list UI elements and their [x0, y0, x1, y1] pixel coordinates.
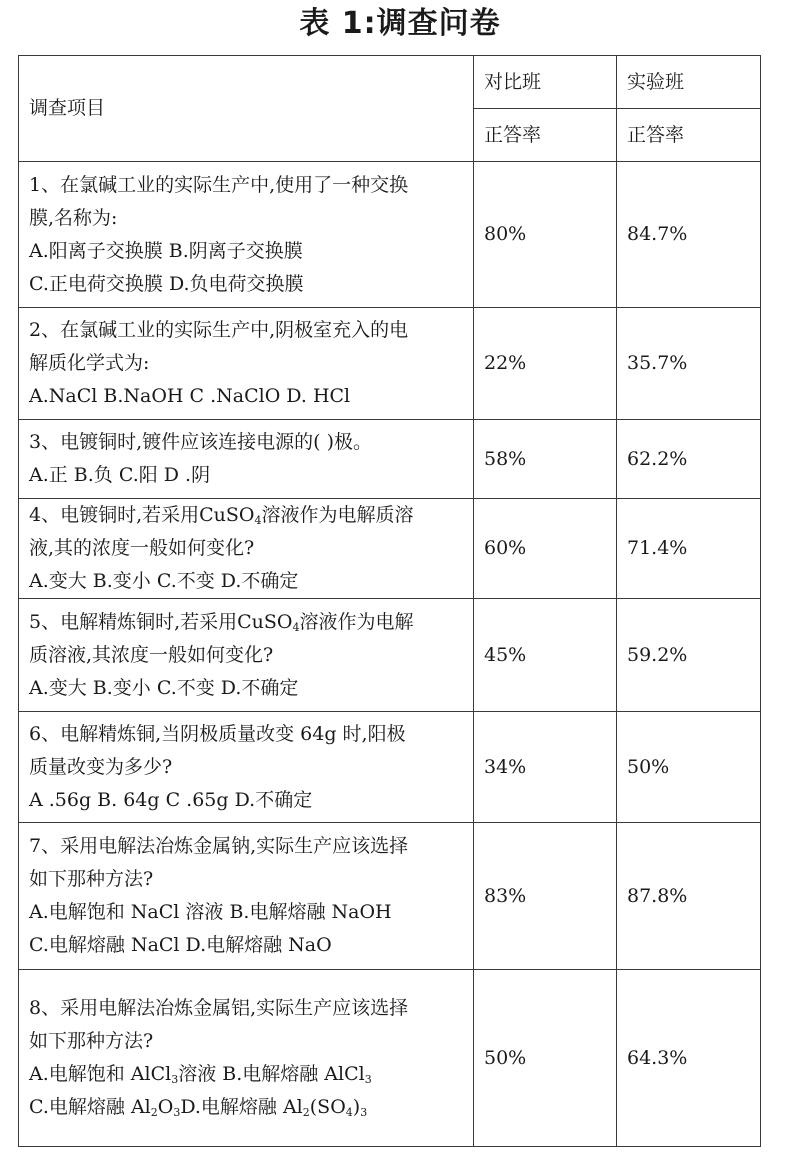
experimental-rate: 35.7%	[617, 308, 761, 420]
question-3: 3、电镀铜时,镀件应该连接电源的( )极。 A.正 B.负 C.阳 D .阴	[19, 420, 474, 499]
question-5: 5、电解精炼铜时,若采用CuSO$_4$溶液作为电解 质溶液,其浓度一般如何变化? A.变大 B.变小 C.不变 D.不确定	[19, 599, 474, 712]
header-item: 调查项目	[19, 56, 474, 162]
header-control-rate: 正答率	[474, 109, 617, 162]
experimental-rate: 84.7%	[617, 162, 761, 308]
question-4: 4、电镀铜时,若采用CuSO$_4$溶液作为电解质溶 液,其的浓度一般如何变化? A.变大 B.变小 C.不变 D.不确定	[19, 499, 474, 599]
table-row	[19, 599, 761, 712]
control-rate: 83%	[474, 823, 617, 970]
header-experimental-class: 实验班	[617, 56, 761, 109]
control-rate: 60%	[474, 499, 617, 599]
question-2: 2、在氯碱工业的实际生产中,阴极室充入的电 解质化学式为: A.NaCl B.NaOH C .NaClO D. HCl	[19, 308, 474, 420]
table-row	[19, 712, 761, 823]
table-row	[19, 970, 761, 1147]
control-rate: 80%	[474, 162, 617, 308]
question-6: 6、电解精炼铜,当阴极质量改变 64g 时,阳极 质量改变为多少? A .56g B. 64g C .65g D.不确定	[19, 712, 474, 823]
table-row	[19, 499, 761, 599]
header-control-class: 对比班	[474, 56, 617, 109]
control-rate: 45%	[474, 599, 617, 712]
control-rate: 58%	[474, 420, 617, 499]
question-7: 7、采用电解法冶炼金属钠,实际生产应该选择 如下那种方法? A.电解饱和 NaCl 溶液 B.电解熔融 NaOH C.电解熔融 NaCl D.电解熔融 NaO	[19, 823, 474, 970]
table-row	[19, 420, 761, 499]
experimental-rate: 62.2%	[617, 420, 761, 499]
table-row	[19, 162, 761, 308]
experimental-rate: 59.2%	[617, 599, 761, 712]
control-rate: 22%	[474, 308, 617, 420]
experimental-rate: 64.3%	[617, 970, 761, 1147]
experimental-rate: 50%	[617, 712, 761, 823]
experimental-rate: 87.8%	[617, 823, 761, 970]
header-experimental-rate: 正答率	[617, 109, 761, 162]
table-title: 表 1:调查问卷	[299, 6, 501, 41]
question-1: 1、在氯碱工业的实际生产中,使用了一种交换 膜,名称为: A.阳离子交换膜 B.阴离子交换膜 C.正电荷交换膜 D.负电荷交换膜	[19, 162, 474, 308]
control-rate: 50%	[474, 970, 617, 1147]
question-8: 8、采用电解法冶炼金属铝,实际生产应该选择 如下那种方法? A.电解饱和 AlCl$_3$溶液 B.电解熔融 AlCl$_3$ C.电解熔融 $Al_2O_3D$.电解熔融 $Al_2(SO_4)_3$	[19, 970, 474, 1147]
header-row	[19, 56, 761, 109]
survey-table	[18, 55, 761, 1147]
experimental-rate: 71.4%	[617, 499, 761, 599]
table-row	[19, 308, 761, 420]
control-rate: 34%	[474, 712, 617, 823]
table-row	[19, 823, 761, 970]
